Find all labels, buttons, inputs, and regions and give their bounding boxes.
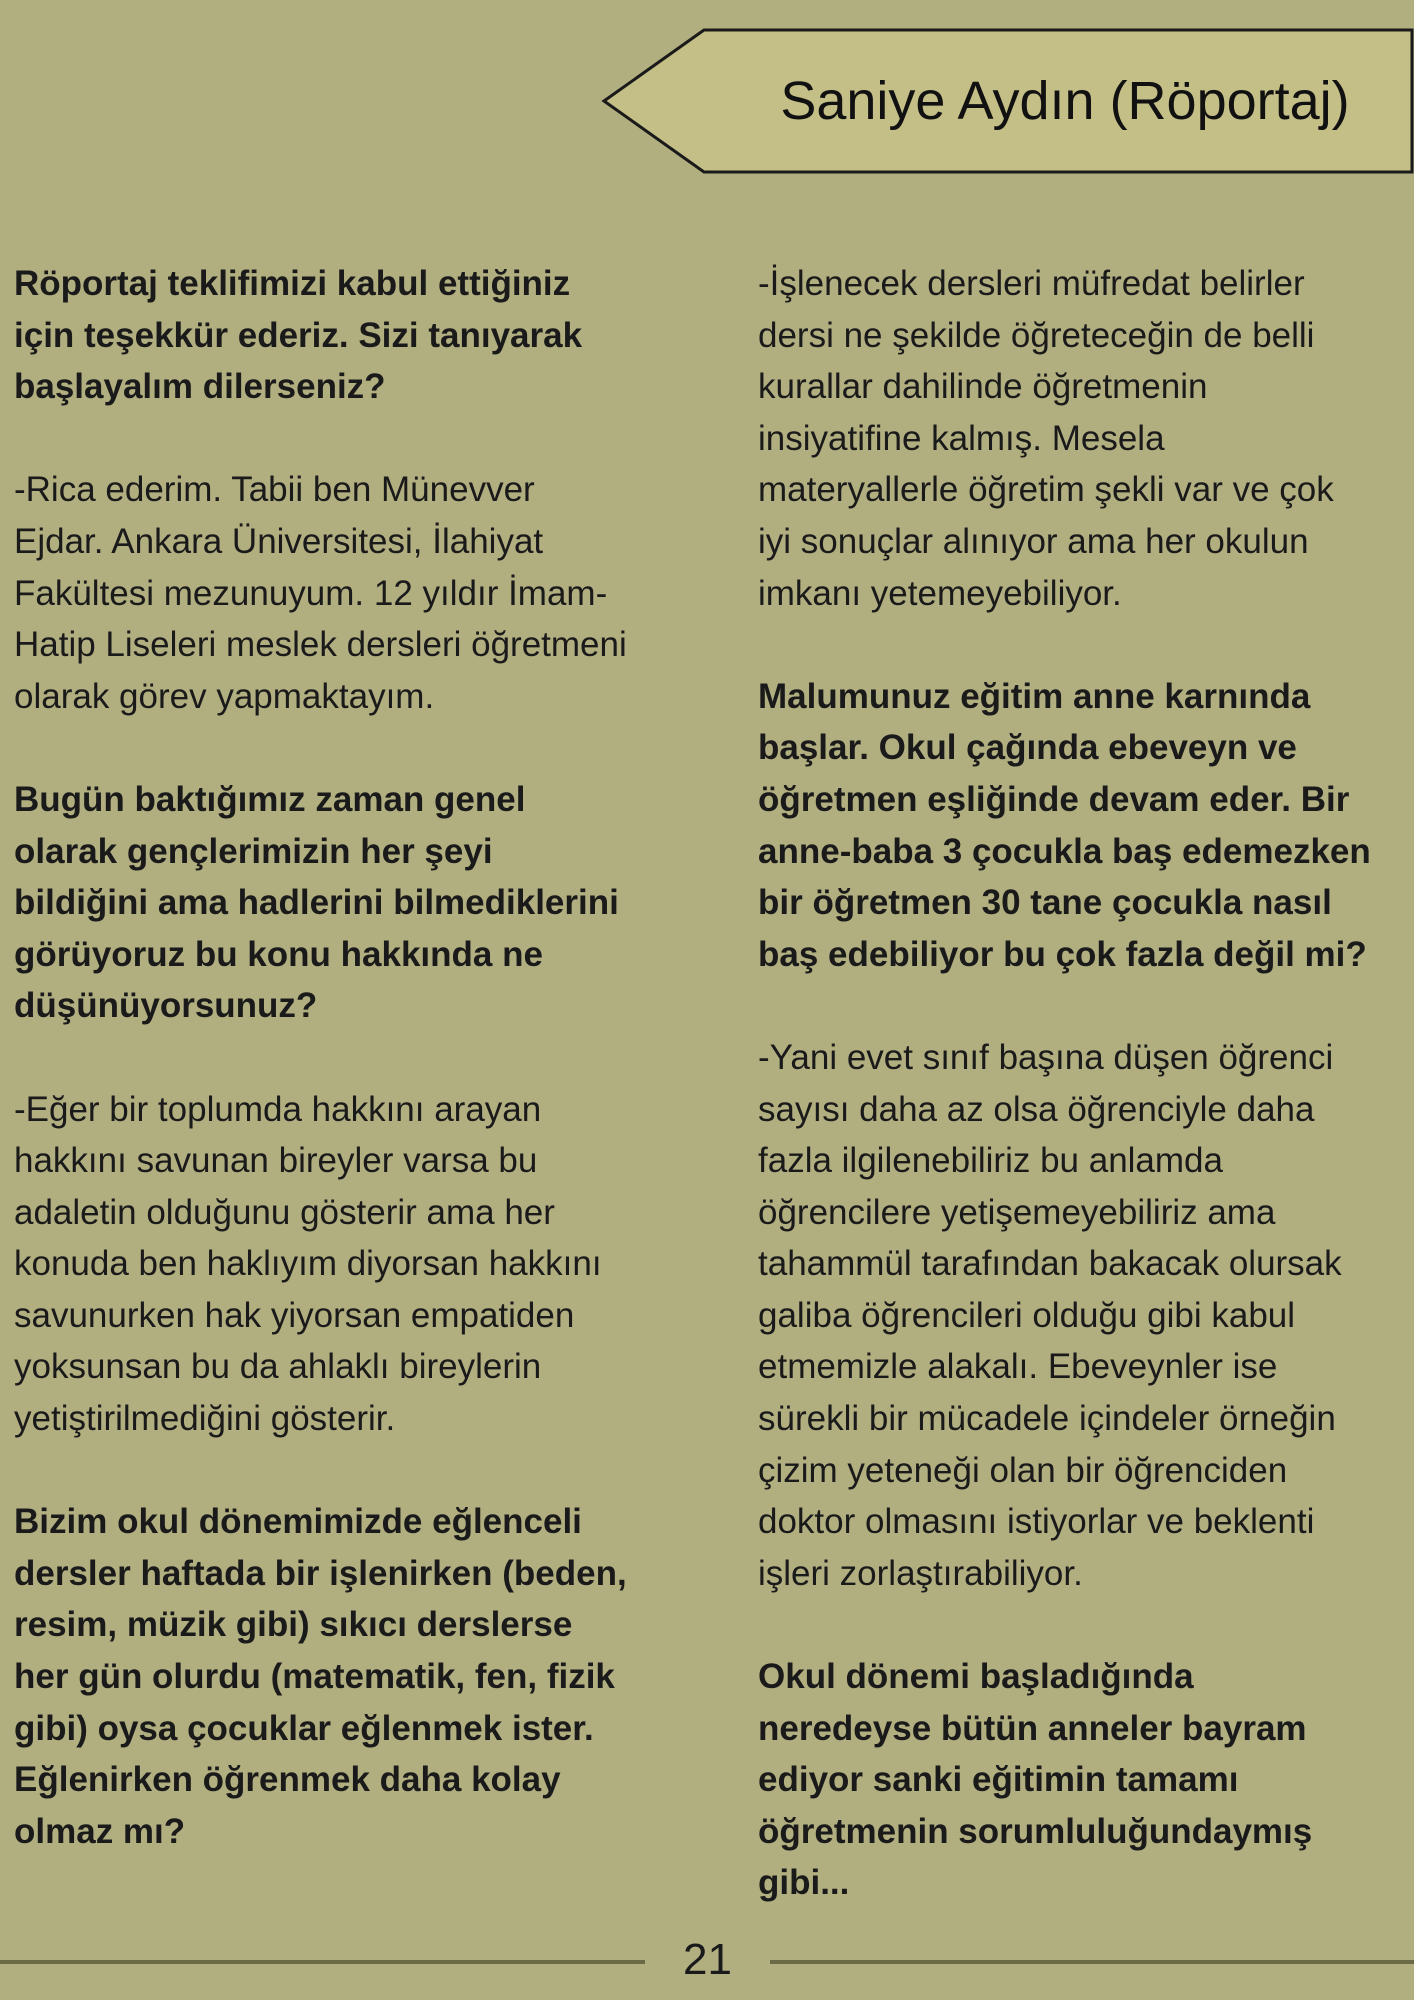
- text-line: doktor olmasını istiyorlar ve beklenti: [758, 1502, 1315, 1542]
- interview-answer: [14, 464, 674, 722]
- text-line: olarak gençlerimizin her şeyi: [14, 831, 493, 871]
- text-line: her gün olurdu (matematik, fen, fizik: [14, 1657, 615, 1697]
- text-line: bir öğretmen 30 tane çocukla nasıl: [758, 883, 1332, 923]
- text-line: sürekli bir mücadele içindeler örneğin: [758, 1399, 1336, 1439]
- text-line: fazla ilgilenebiliriz bu anlamda: [758, 1141, 1223, 1181]
- text-line: iyi sonuçlar alınıyor ama her okulun: [758, 521, 1309, 561]
- text-line: yetiştirilmediğini gösterir.: [14, 1399, 396, 1439]
- interview-question: [14, 1496, 674, 1857]
- text-line: dersler haftada bir işlenirken (beden,: [14, 1553, 627, 1593]
- text-line: resim, müzik gibi) sıkıcı derslerse: [14, 1605, 573, 1645]
- title-banner: [600, 28, 1414, 174]
- text-line: yoksunsan bu da ahlaklı bireylerin: [14, 1347, 542, 1387]
- text-line: insiyatifine kalmış. Mesela: [758, 418, 1165, 458]
- text-line: adaletin olduğunu gösterir ama her: [14, 1192, 555, 1232]
- left-column: [14, 258, 674, 1909]
- text-line: başlar. Okul çağında ebeveyn ve: [758, 728, 1297, 768]
- text-line: -Rica ederim. Tabii ben Münevver: [14, 470, 535, 510]
- text-line: konuda ben haklıyım diyorsan hakkını: [14, 1244, 602, 1284]
- text-line: etmemizle alakalı. Ebeveynler ise: [758, 1347, 1278, 1387]
- right-column: [758, 258, 1408, 1961]
- text-line: savunurken hak yiyorsan empatiden: [14, 1295, 575, 1335]
- text-line: Eğlenirken öğrenmek daha kolay: [14, 1760, 561, 1800]
- text-line: gibi) oysa çocuklar eğlenmek ister.: [14, 1708, 594, 1748]
- text-line: düşünüyorsunuz?: [14, 986, 318, 1026]
- text-line: Malumunuz eğitim anne karnında: [758, 676, 1311, 716]
- text-line: -İşlenecek dersleri müfredat belirler: [758, 264, 1305, 303]
- text-line: Hatip Liseleri meslek dersleri öğretmeni: [14, 625, 627, 665]
- text-line: anne-baba 3 çocukla baş edemezken: [758, 831, 1371, 871]
- interview-answer: [758, 258, 1408, 619]
- interview-question: [14, 258, 674, 413]
- text-line: galiba öğrencileri olduğu gibi kabul: [758, 1295, 1296, 1335]
- text-line: Röportaj teklifimizi kabul ettiğiniz: [14, 264, 571, 303]
- text-line: ediyor sanki eğitimin tamamı: [758, 1760, 1239, 1800]
- text-line: bildiğini ama hadlerini bilmediklerini: [14, 883, 619, 923]
- text-line: olarak görev yapmaktayım.: [14, 676, 435, 716]
- text-line: imkanı yetemeyebiliyor.: [758, 573, 1122, 613]
- text-line: işleri zorlaştırabiliyor.: [758, 1553, 1083, 1593]
- text-line: -Yani evet sınıf başına düşen öğrenci: [758, 1037, 1334, 1077]
- footer-rule-right: [770, 1960, 1414, 1964]
- text-line: için teşekkür ederiz. Sizi tanıyarak: [14, 315, 583, 355]
- text-line: Ejdar. Ankara Üniversitesi, İlahiyat: [14, 521, 544, 561]
- interview-question: [758, 1651, 1408, 1909]
- text-line: neredeyse bütün anneler bayram: [758, 1708, 1307, 1748]
- text-line: öğretmen eşliğinde devam eder. Bir: [758, 779, 1350, 819]
- page-title: Saniye Aydın (Röportaj): [780, 71, 1350, 131]
- text-line: Bugün baktığımız zaman genel: [14, 779, 526, 819]
- text-line: başlayalım dilerseniz?: [14, 367, 386, 407]
- text-line: baş edebiliyor bu çok fazla değil mi?: [758, 934, 1367, 974]
- footer-rule-left: [0, 1960, 645, 1964]
- text-line: Bizim okul dönemimizde eğlenceli: [14, 1502, 582, 1542]
- text-line: öğrencilere yetişemeyebiliriz ama: [758, 1192, 1276, 1232]
- text-line: çizim yeteneği olan bir öğrenciden: [758, 1450, 1288, 1490]
- text-line: öğretmenin sorumluluğundaymış: [758, 1811, 1313, 1851]
- text-line: -Eğer bir toplumda hakkını arayan: [14, 1089, 542, 1129]
- interview-answer: [758, 1032, 1408, 1600]
- text-line: Okul dönemi başladığında: [758, 1657, 1194, 1697]
- text-line: dersi ne şekilde öğreteceğin de belli: [758, 315, 1315, 355]
- text-line: hakkını savunan bireyler varsa bu: [14, 1141, 538, 1181]
- text-line: kurallar dahilinde öğretmenin: [758, 367, 1208, 407]
- interview-question: [758, 671, 1408, 981]
- text-line: görüyoruz bu konu hakkında ne: [14, 934, 543, 974]
- text-line: Fakültesi mezunuyum. 12 yıldır İmam-: [14, 573, 608, 613]
- text-line: sayısı daha az olsa öğrenciyle daha: [758, 1089, 1315, 1129]
- text-line: gibi...: [758, 1863, 850, 1903]
- interview-answer: [14, 1084, 674, 1445]
- page-number: 21: [683, 1935, 732, 1984]
- interview-question: [14, 774, 674, 1032]
- text-line: materyallerle öğretim şekli var ve çok: [758, 470, 1334, 510]
- text-line: tahammül tarafından bakacak olursak: [758, 1244, 1342, 1284]
- text-line: olmaz mı?: [14, 1811, 186, 1851]
